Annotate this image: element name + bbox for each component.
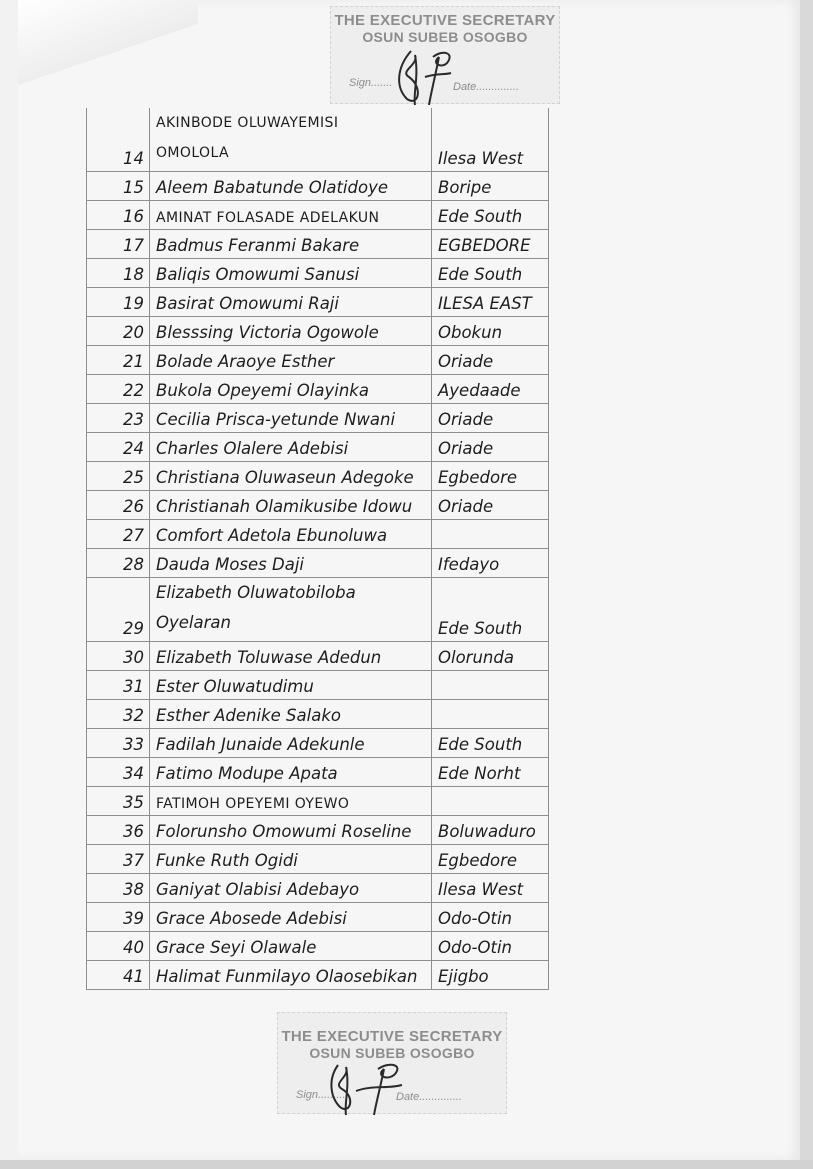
local-government: Ede Norht [432,758,549,787]
row-number: 36 [87,816,150,845]
staff-name-line: OMOLOLA [156,145,229,161]
staff-name: Elizabeth Toluwase Adedun [150,642,432,671]
stamp-subtitle: OSUN SUBEB OSOGBO [309,1045,475,1061]
table-row [87,201,549,230]
table-row [87,932,549,961]
row-number: 18 [87,259,150,288]
local-government: Boripe [432,172,549,201]
staff-name: AMINAT FOLASADE ADELAKUN [150,201,432,230]
row-number: 15 [87,172,150,201]
local-government: ILESA EAST [432,288,549,317]
table-row [87,578,549,642]
table-row [87,491,549,520]
row-number: 38 [87,874,150,903]
staff-name: Comfort Adetola Ebunoluwa [150,520,432,549]
table-row [87,108,549,172]
staff-name-line: AKINBODE OLUWAYEMISI [156,115,339,131]
date-label: Date.............. [453,81,520,93]
staff-name: Basirat Omowumi Raji [150,288,432,317]
staff-name: Cecilia Prisca-yetunde Nwani [150,404,432,433]
local-government: Ede South [432,259,549,288]
local-government: Odo-Otin [432,932,549,961]
row-number: 41 [87,961,150,990]
stamp-subtitle: OSUN SUBEB OSOGBO [362,29,528,45]
local-government: EGBEDORE [432,230,549,259]
staff-name: Christianah Olamikusibe Idowu [150,491,432,520]
table-row [87,816,549,845]
sign-label: Sign......... [296,1089,346,1101]
stamp-title: THE EXECUTIVE SECRETARY [334,12,556,29]
staff-name: Funke Ruth Ogidi [150,845,432,874]
official-stamp-top [330,6,560,104]
local-government: Olorunda [432,642,549,671]
staff-name-line: Elizabeth Oluwatobiloba [156,583,356,602]
row-number: 19 [87,288,150,317]
row-number: 29 [87,578,150,642]
row-number: 35 [87,787,150,816]
local-government: Egbedore [432,845,549,874]
staff-name [150,578,432,642]
staff-name: Badmus Feranmi Bakare [150,230,432,259]
table-row [87,288,549,317]
row-number: 32 [87,700,150,729]
staff-name: Blesssing Victoria Ogowole [150,317,432,346]
local-government [432,520,549,549]
staff-name: FATIMOH OPEYEMI OYEWO [150,787,432,816]
row-number: 24 [87,433,150,462]
local-government: Egbedore [432,462,549,491]
table-row [87,317,549,346]
table-row [87,903,549,932]
local-government: Ilesa West [432,874,549,903]
table-row [87,671,549,700]
table-row [87,845,549,874]
sign-label: Sign....... [349,77,393,89]
local-government: Ilesa West [432,108,549,172]
table-row [87,520,549,549]
table-row [87,961,549,990]
table-row [87,230,549,259]
date-label: Date.............. [396,1091,463,1103]
signature-icon [389,47,469,107]
local-government: Ayedaade [432,375,549,404]
local-government [432,787,549,816]
row-number: 39 [87,903,150,932]
staff-name: Folorunsho Omowumi Roseline [150,816,432,845]
staff-name: Fadilah Junaide Adekunle [150,729,432,758]
local-government: Ede South [432,729,549,758]
table-row [87,700,549,729]
local-government: Odo-Otin [432,903,549,932]
staff-name: Bukola Opeyemi Olayinka [150,375,432,404]
table-row [87,642,549,671]
table-row [87,549,549,578]
table-row [87,375,549,404]
staff-name: Esther Adenike Salako [150,700,432,729]
row-number: 21 [87,346,150,375]
table-row [87,259,549,288]
staff-name: Aleem Babatunde Olatidoye [150,172,432,201]
local-government: Ejigbo [432,961,549,990]
staff-name: Ester Oluwatudimu [150,671,432,700]
table-row [87,346,549,375]
table-row [87,874,549,903]
staff-table [86,108,549,990]
row-number: 25 [87,462,150,491]
row-number: 23 [87,404,150,433]
stamp-title: THE EXECUTIVE SECRETARY [281,1028,503,1045]
row-number: 27 [87,520,150,549]
signature-icon [326,1061,416,1117]
local-government: Ede South [432,578,549,642]
table-row [87,758,549,787]
table-row [87,787,549,816]
row-number: 34 [87,758,150,787]
staff-name: Baliqis Omowumi Sanusi [150,259,432,288]
local-government: Obokun [432,317,549,346]
row-number: 14 [87,108,150,172]
staff-name: Grace Abosede Adebisi [150,903,432,932]
row-number: 33 [87,729,150,758]
row-number: 30 [87,642,150,671]
table-row [87,729,549,758]
page-edge [800,0,813,1169]
row-number: 26 [87,491,150,520]
row-number: 37 [87,845,150,874]
row-number: 16 [87,201,150,230]
table-row [87,404,549,433]
staff-name [150,108,432,172]
staff-name: Ganiyat Olabisi Adebayo [150,874,432,903]
local-government: Ede South [432,201,549,230]
staff-name: Grace Seyi Olawale [150,932,432,961]
local-government: Oriade [432,346,549,375]
staff-name: Fatimo Modupe Apata [150,758,432,787]
local-government: Boluwaduro [432,816,549,845]
row-number: 40 [87,932,150,961]
page-edge [0,1160,813,1169]
local-government: Ifedayo [432,549,549,578]
table-row [87,462,549,491]
table-row [87,172,549,201]
row-number: 20 [87,317,150,346]
local-government: Oriade [432,433,549,462]
staff-name: Dauda Moses Daji [150,549,432,578]
row-number: 22 [87,375,150,404]
row-number: 31 [87,671,150,700]
staff-name: Christiana Oluwaseun Adegoke [150,462,432,491]
staff-name: Bolade Araoye Esther [150,346,432,375]
staff-name: Charles Olalere Adebisi [150,433,432,462]
staff-name-line: Oyelaran [156,613,231,632]
row-number: 28 [87,549,150,578]
local-government: Oriade [432,491,549,520]
row-number: 17 [87,230,150,259]
local-government [432,700,549,729]
staff-name: Halimat Funmilayo Olaosebikan [150,961,432,990]
local-government: Oriade [432,404,549,433]
local-government [432,671,549,700]
official-stamp-bottom [277,1012,507,1114]
table-row [87,433,549,462]
